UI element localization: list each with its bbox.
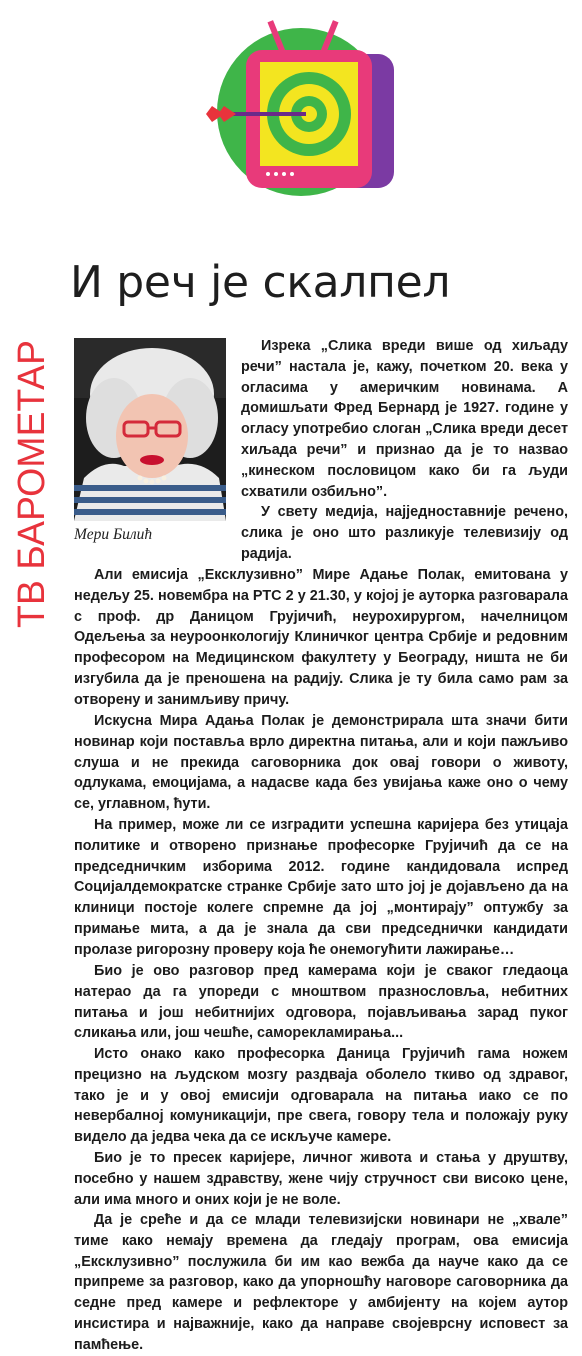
article-paragraph: Исто онако како професорка Даница Грујичић гама ножем прецизно на људском мозгу раздваја оболело ткиво од здравог, тако је и у овој емисији одговарала на питања иако се по невербалној комуникацији, пре свега, говору тела и положају руку видело да једва чека да се искључе камере. — [74, 1046, 568, 1146]
article-paragraph: Али емисија „Ексклузивно” Мире Адање Полак, емитована у недељу 25. новембра на РТС 2 у 21.30, у којој је ауторка разговарала с проф. др Даницом Грујичић, неурохирургом, начелницом Одељења за неуроонкологију Клиничког центра Србије и редовним професором на Медицинском факултету у Београду, ништа не би изгубила да је пренoшена на радију. Слика је ту била само рам за отворену и занимљиву причу. — [74, 567, 568, 708]
tv-target-arrow-icon — [206, 10, 396, 210]
rubric-text: ТВ БАРОМЕТАР — [11, 338, 53, 628]
author-portrait — [74, 338, 226, 521]
headline: И реч је скалпел — [70, 257, 451, 308]
article-paragraph: Био је то пресек каријере, личног живота и стања у друштву, посебно у нашем здравству, жене чију стручност сви високо цене, али има много и оних који је не воле. — [74, 1150, 568, 1208]
article-paragraph: Изрека „Слика вреди више од хиљаду речи” настала је, кажу, почетком 20. века у огласима у америчким новинама. А домишљати Фред Бернард је 1927. године у огласу употребио слоган „Слика вреди десет хиљада речи” и признао да је то назвао „кинеском пословицом како би га људи схватили озбиљно”. — [241, 338, 568, 500]
article-paragraph: На пример, може ли се изградити успешна каријера без утицаја политике и отворено признање професорке Грујичић да се на председничким изборима 2012. године кандидовала испред Социјалдемократске странке Србије зато што јој је дојављено да на клиници постоје колеге спремне да јој „монтирају” оптужбу за примање мита, а да је знала да сви председнички кандидати пролазе ригорозну проверу која ће онемогућити лажирање… — [74, 817, 568, 958]
article-paragraph: У свету медија, најједноставније речено, слика је оно што разликује телевизију од радија. — [241, 504, 568, 562]
rubric-label — [4, 338, 56, 630]
article-paragraph: Искусна Мира Адања Полак је демонстрирала шта значи бити новинар који поставља врло директна питања, али и који пажљиво слуша и не прекида саговорника док овај говори о животу, одлукама, емоцијама, а надасве када без увијања каже оно о чему се, углавном, ћути. — [74, 713, 568, 813]
article-paragraph: Био је ово разговор пред камерама који је сваког гледаоца натерао да га упореди с мноштвом празнословља, небитних питања и још небитнијих одговора, појављивања зарад пуког сликања или, још чешће, саморекламирања... — [74, 963, 568, 1042]
article-paragraph: Да је среће и да се млади телевизијски новинари не „хвале” тиме како немају времена да гледају програм, ова емисија „Ексклузивно” послужила би им као вежба да науче како да се припреме за разговор, како да упорношћу наговоре саговорника да седне пред камере и рефлекторе у амбијенту на којем аутор инсистира и најважније, како да направе својеврсну исповест за памћење. — [74, 1212, 568, 1353]
author-caption: Мери Билић — [74, 526, 153, 543]
